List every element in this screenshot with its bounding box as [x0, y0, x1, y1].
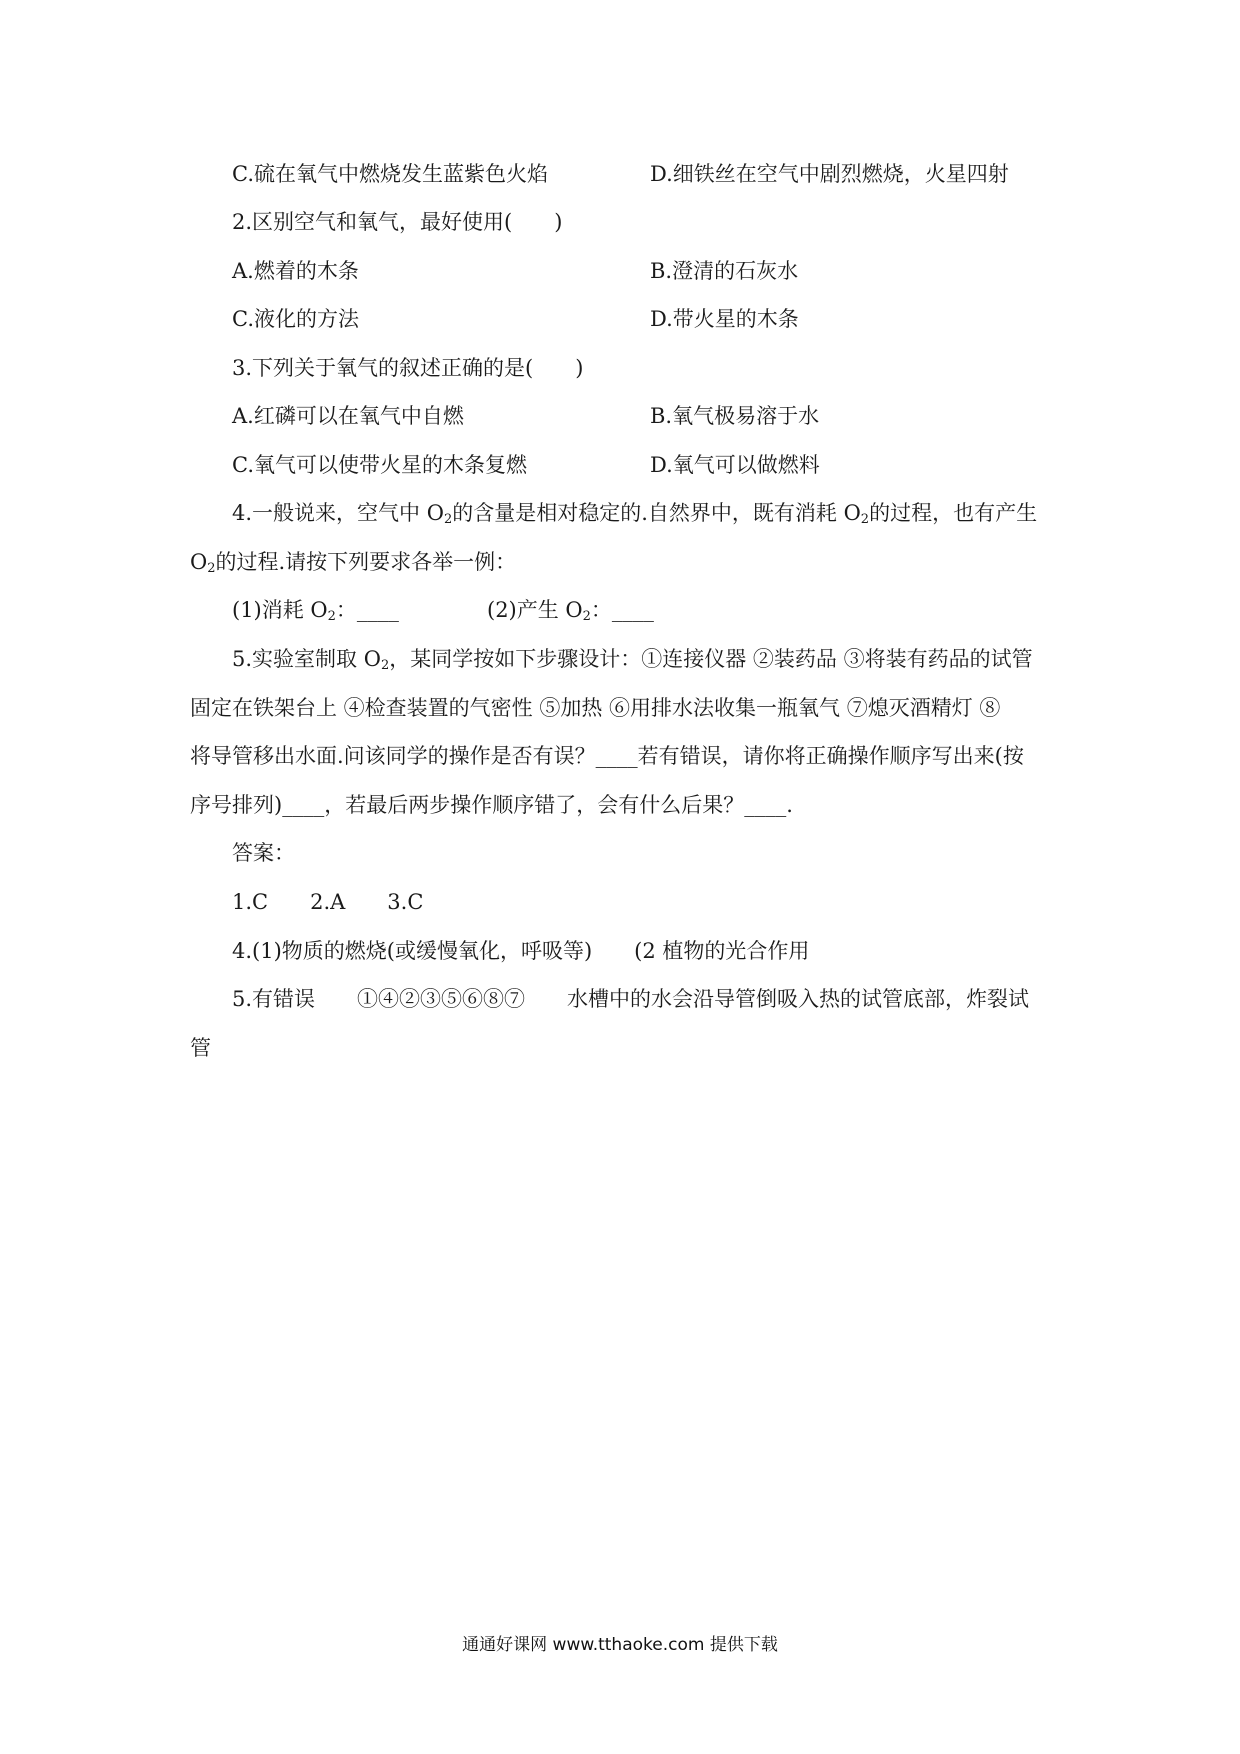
q4-line-1-text-a: 4.一般说来，空气中 O — [232, 501, 444, 525]
q3-option-d: D.氧气可以做燃料 — [650, 453, 820, 477]
q5-line-2: 固定在铁架台上 ④检查装置的气密性 ⑤加热 ⑥用排水法收集一瓶氧气 ⑦熄灭酒精灯 ⑧ — [190, 696, 1001, 720]
q3-option-b: B.氧气极易溶于水 — [650, 404, 820, 428]
q5-line-3: 将导管移出水面.问该同学的操作是否有误？____若有错误，请你将正确操作顺序写出来(按 — [190, 744, 1024, 768]
q4-blank-1-field: ：____ — [335, 598, 399, 622]
q4-line-1-text-b: 的含量是相对稳定的.自然界中，既有消耗 O — [452, 501, 861, 525]
q5-line-1 — [232, 645, 1033, 680]
answers-line-3: 5.有错误 ①④②③⑤⑥⑧⑦ 水槽中的水会沿导管倒吸入热的试管底部，炸裂试 — [232, 987, 1030, 1011]
q5-line-1-text-a: 5.实验室制取 O — [232, 647, 381, 671]
q4-blank-1-label: (1)消耗 O — [232, 598, 328, 622]
q2-stem: 2.区别空气和氧气，最好使用( ) — [232, 210, 563, 234]
q4-line-2 — [190, 548, 516, 583]
q2-option-d: D.带火星的木条 — [650, 307, 799, 331]
answers-heading: 答案： — [232, 841, 295, 865]
q3-stem: 3.下列关于氧气的叙述正确的是( ) — [232, 356, 584, 380]
q4-blank-2-label: (2)产生 O — [487, 598, 583, 622]
o2-subscript: 2 — [860, 512, 870, 527]
answers-line-1: 1.C 2.A 3.C — [232, 890, 424, 914]
q5-line-1-text-b: ，某同学按如下步骤设计：①连接仪器 ②装药品 ③将装有药品的试管 — [389, 647, 1033, 671]
q3-option-c: C.氧气可以使带火星的木条复燃 — [232, 453, 527, 477]
q1-option-d: D.细铁丝在空气中剧烈燃烧，火星四射 — [650, 162, 1009, 186]
o2-subscript: 2 — [207, 561, 216, 576]
q4-blank-2-field: ：____ — [590, 598, 654, 622]
q5-line-4: 序号排列)____，若最后两步操作顺序错了，会有什么后果？____. — [190, 793, 793, 817]
page-footer: 通通好课网 www.tthaoke.com 提供下载 — [462, 1635, 778, 1655]
q1-option-c: C.硫在氧气中燃烧发生蓝紫色火焰 — [232, 162, 548, 186]
answers-line-4: 管 — [190, 1036, 211, 1060]
q2-option-c: C.液化的方法 — [232, 307, 359, 331]
q4-line-2-text-a: O — [190, 550, 208, 574]
q4-blank-1 — [232, 596, 399, 631]
o2-subscript: 2 — [443, 512, 453, 527]
o2-subscript: 2 — [380, 658, 390, 673]
q4-blank-2 — [487, 596, 654, 631]
o2-subscript: 2 — [327, 609, 336, 624]
q2-option-a: A.燃着的木条 — [232, 259, 359, 283]
q2-option-b: B.澄清的石灰水 — [650, 259, 799, 283]
q4-line-2-text-b: 的过程.请按下列要求各举一例： — [215, 550, 517, 574]
q3-option-a: A.红磷可以在氧气中自燃 — [232, 404, 464, 428]
q4-line-1 — [232, 499, 1037, 534]
o2-subscript: 2 — [582, 609, 591, 624]
answers-line-2: 4.(1)物质的燃烧(或缓慢氧化，呼吸等) (2 植物的光合作用 — [232, 939, 810, 963]
q4-line-1-text-c: 的过程，也有产生 — [869, 501, 1038, 525]
